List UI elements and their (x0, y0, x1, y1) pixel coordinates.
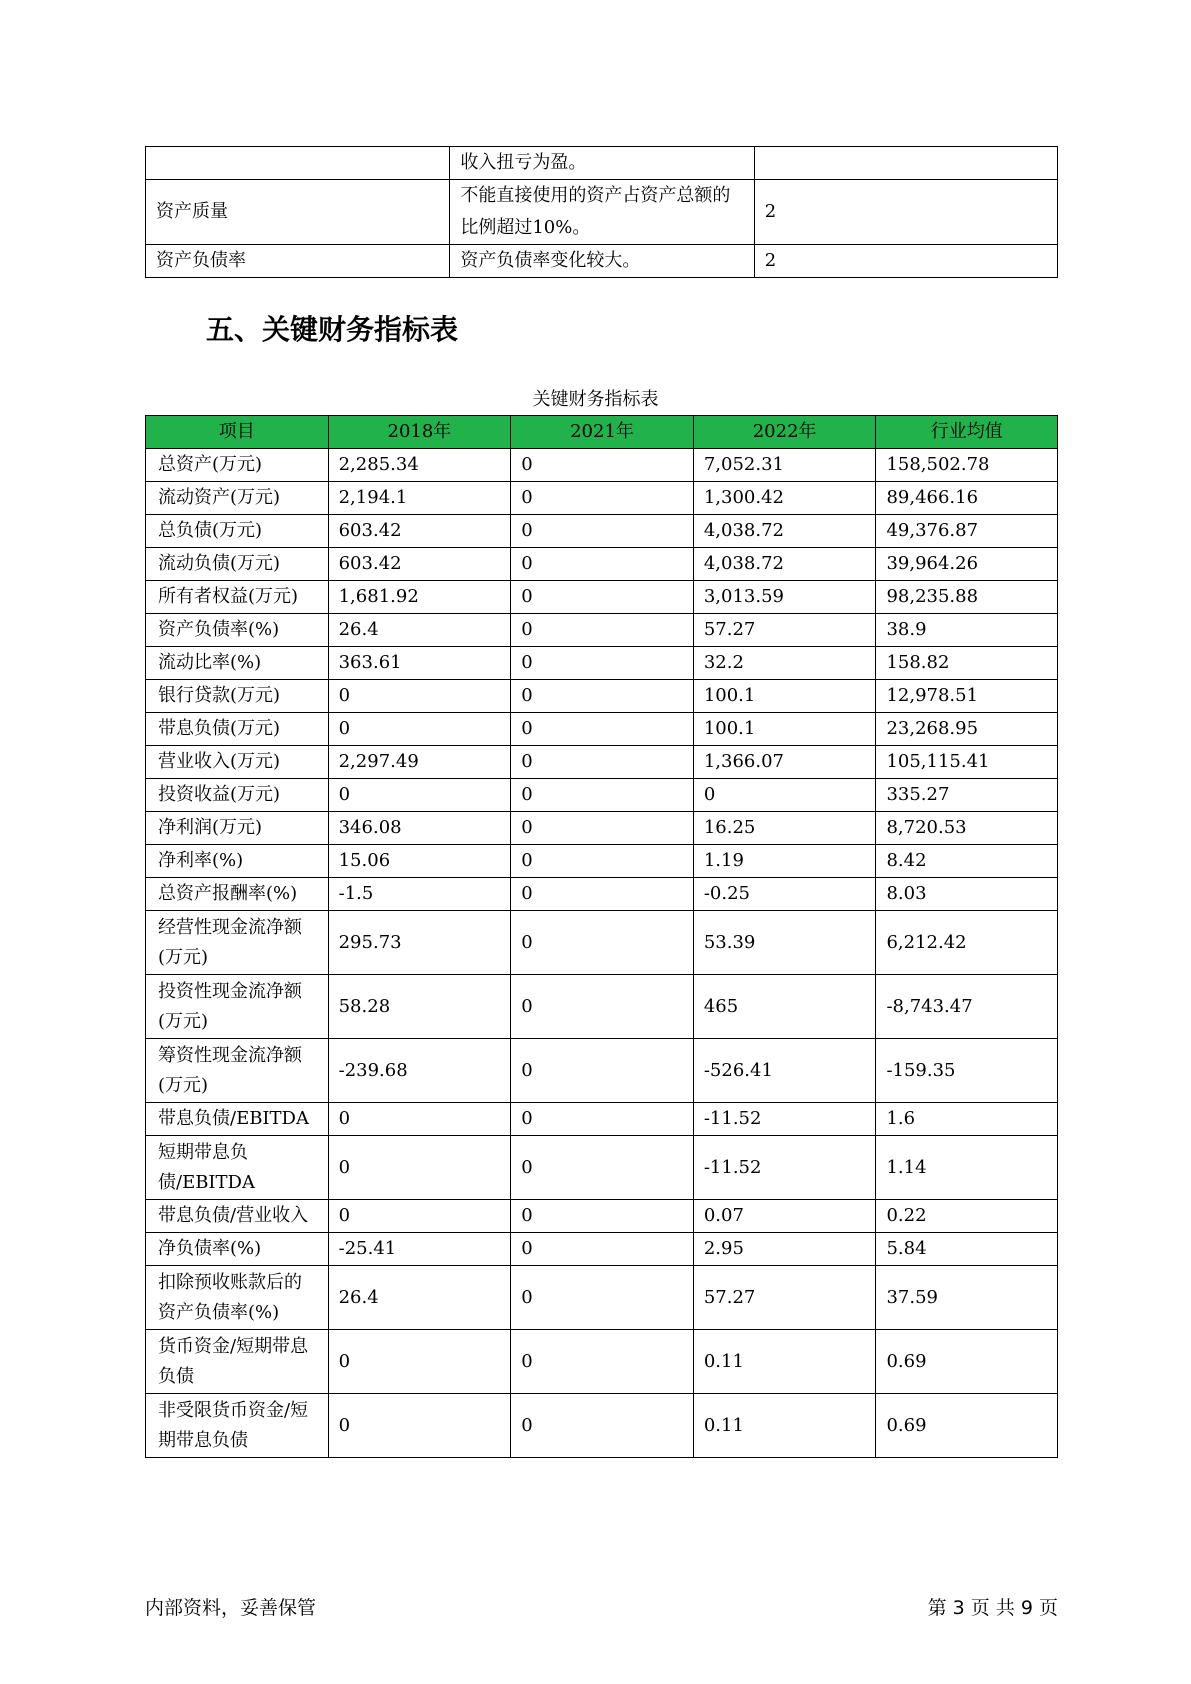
value-cell: -159.35 (876, 1039, 1058, 1103)
table-row (146, 845, 1058, 878)
value-cell: 0 (511, 1266, 694, 1330)
value-cell: 39,964.26 (876, 548, 1058, 581)
row-description: 资产负债率变化较大。 (450, 245, 754, 278)
value-cell: 0 (511, 614, 694, 647)
table-row (146, 1394, 1058, 1458)
value-cell: 603.42 (328, 515, 511, 548)
value-cell: 0.69 (876, 1394, 1058, 1458)
value-cell: 1,366.07 (693, 746, 876, 779)
value-cell: 0 (328, 713, 511, 746)
table-row (146, 911, 1058, 975)
table-row (146, 1330, 1058, 1394)
table-row (146, 245, 1058, 278)
table-header-row (146, 416, 1058, 449)
indicator-name-cell: 净负债率(%) (146, 1233, 329, 1266)
table-row (146, 713, 1058, 746)
value-cell: 0 (511, 515, 694, 548)
section-heading: 五、关键财务指标表 (206, 313, 459, 346)
indicator-name-cell: 银行贷款(万元) (146, 680, 329, 713)
value-cell: 0 (511, 581, 694, 614)
row-score (754, 147, 1057, 180)
indicator-name-cell: 所有者权益(万元) (146, 581, 329, 614)
value-cell: 0 (511, 713, 694, 746)
value-cell: 0 (511, 779, 694, 812)
table-row (146, 1200, 1058, 1233)
value-cell: 158.82 (876, 647, 1058, 680)
value-cell: 2,194.1 (328, 482, 511, 515)
indicator-name-cell: 扣除预收账款后的资产负债率(%) (146, 1266, 329, 1330)
value-cell: 0 (328, 779, 511, 812)
table-row (146, 975, 1058, 1039)
value-cell: 38.9 (876, 614, 1058, 647)
column-header: 2018年 (328, 416, 511, 449)
value-cell: 1.6 (876, 1103, 1058, 1136)
table-row (146, 878, 1058, 911)
value-cell: 26.4 (328, 1266, 511, 1330)
value-cell: 0 (511, 812, 694, 845)
value-cell: 1.14 (876, 1136, 1058, 1200)
value-cell: 3,013.59 (693, 581, 876, 614)
value-cell: 1,300.42 (693, 482, 876, 515)
value-cell: 0.11 (693, 1330, 876, 1394)
indicator-name-cell: 流动资产(万元) (146, 482, 329, 515)
indicator-name-cell: 经营性现金流净额(万元) (146, 911, 329, 975)
footer-confidential-note: 内部资料，妥善保管 (145, 1597, 317, 1619)
value-cell: 53.39 (693, 911, 876, 975)
value-cell: 8.03 (876, 878, 1058, 911)
row-item (146, 147, 450, 180)
value-cell: 89,466.16 (876, 482, 1058, 515)
table-row (146, 1039, 1058, 1103)
value-cell: 0 (511, 1394, 694, 1458)
indicator-name-cell: 投资性现金流净额(万元) (146, 975, 329, 1039)
indicator-name-cell: 带息负债/营业收入 (146, 1200, 329, 1233)
indicator-name-cell: 带息负债/EBITDA (146, 1103, 329, 1136)
value-cell: 23,268.95 (876, 713, 1058, 746)
indicator-name-cell: 流动比率(%) (146, 647, 329, 680)
value-cell: 37.59 (876, 1266, 1058, 1330)
indicator-name-cell: 带息负债(万元) (146, 713, 329, 746)
value-cell: 0 (511, 647, 694, 680)
value-cell: 603.42 (328, 548, 511, 581)
value-cell: 465 (693, 975, 876, 1039)
value-cell: 57.27 (693, 614, 876, 647)
value-cell: 0 (328, 1330, 511, 1394)
value-cell: 0 (511, 449, 694, 482)
value-cell: 0 (511, 746, 694, 779)
value-cell: 0 (511, 878, 694, 911)
value-cell: 32.2 (693, 647, 876, 680)
indicator-name-cell: 货币资金/短期带息负债 (146, 1330, 329, 1394)
table-row (146, 1233, 1058, 1266)
value-cell: 0 (693, 779, 876, 812)
value-cell: 0 (328, 1103, 511, 1136)
value-cell: 0 (511, 680, 694, 713)
footer-page-number: 第 3 页 共 9 页 (927, 1597, 1058, 1619)
value-cell: 98,235.88 (876, 581, 1058, 614)
value-cell: 0.07 (693, 1200, 876, 1233)
value-cell: 0 (511, 845, 694, 878)
value-cell: -0.25 (693, 878, 876, 911)
value-cell: 0 (511, 1233, 694, 1266)
indicator-name-cell: 非受限货币资金/短期带息负债 (146, 1394, 329, 1458)
value-cell: 26.4 (328, 614, 511, 647)
value-cell: 100.1 (693, 680, 876, 713)
value-cell: 0.11 (693, 1394, 876, 1458)
table-row (146, 1266, 1058, 1330)
key-financial-indicators-table (145, 415, 1058, 1458)
table-row (146, 180, 1058, 245)
value-cell: -1.5 (328, 878, 511, 911)
column-header: 项目 (146, 416, 329, 449)
value-cell: 100.1 (693, 713, 876, 746)
value-cell: 0 (511, 482, 694, 515)
value-cell: 0 (511, 1200, 694, 1233)
indicator-name-cell: 流动负债(万元) (146, 548, 329, 581)
value-cell: -239.68 (328, 1039, 511, 1103)
value-cell: 0 (511, 1039, 694, 1103)
row-description: 收入扭亏为盈。 (450, 147, 754, 180)
table-row (146, 746, 1058, 779)
value-cell: 363.61 (328, 647, 511, 680)
value-cell: 105,115.41 (876, 746, 1058, 779)
value-cell: 2,297.49 (328, 746, 511, 779)
column-header: 2022年 (693, 416, 876, 449)
table-row (146, 548, 1058, 581)
value-cell: 8,720.53 (876, 812, 1058, 845)
indicator-name-cell: 投资收益(万元) (146, 779, 329, 812)
indicator-name-cell: 营业收入(万元) (146, 746, 329, 779)
value-cell: 0.22 (876, 1200, 1058, 1233)
value-cell: -25.41 (328, 1233, 511, 1266)
indicator-name-cell: 净利率(%) (146, 845, 329, 878)
value-cell: 57.27 (693, 1266, 876, 1330)
value-cell: 1.19 (693, 845, 876, 878)
value-cell: -11.52 (693, 1136, 876, 1200)
value-cell: 58.28 (328, 975, 511, 1039)
value-cell: 0 (328, 1394, 511, 1458)
column-header: 2021年 (511, 416, 694, 449)
value-cell: 0 (328, 680, 511, 713)
value-cell: 335.27 (876, 779, 1058, 812)
value-cell: 12,978.51 (876, 680, 1058, 713)
value-cell: 6,212.42 (876, 911, 1058, 975)
row-score: 2 (754, 180, 1057, 245)
indicator-name-cell: 净利润(万元) (146, 812, 329, 845)
value-cell: -8,743.47 (876, 975, 1058, 1039)
table-row (146, 647, 1058, 680)
table-row (146, 515, 1058, 548)
value-cell: 16.25 (693, 812, 876, 845)
column-header: 行业均值 (876, 416, 1058, 449)
value-cell: 158,502.78 (876, 449, 1058, 482)
value-cell: 15.06 (328, 845, 511, 878)
evaluation-table (145, 146, 1058, 278)
value-cell: 0 (511, 1136, 694, 1200)
value-cell: 7,052.31 (693, 449, 876, 482)
indicator-name-cell: 筹资性现金流净额(万元) (146, 1039, 329, 1103)
table-row (146, 680, 1058, 713)
value-cell: 0 (328, 1136, 511, 1200)
table-row (146, 614, 1058, 647)
row-item: 资产负债率 (146, 245, 450, 278)
table-caption: 关键财务指标表 (532, 389, 659, 410)
value-cell: 0 (328, 1200, 511, 1233)
value-cell: 1,681.92 (328, 581, 511, 614)
row-score: 2 (754, 245, 1057, 278)
indicator-name-cell: 总资产(万元) (146, 449, 329, 482)
table-row (146, 1136, 1058, 1200)
value-cell: 346.08 (328, 812, 511, 845)
value-cell: 4,038.72 (693, 548, 876, 581)
row-item: 资产质量 (146, 180, 450, 245)
value-cell: 0.69 (876, 1330, 1058, 1394)
table-row (146, 482, 1058, 515)
value-cell: -11.52 (693, 1103, 876, 1136)
value-cell: 8.42 (876, 845, 1058, 878)
value-cell: 5.84 (876, 1233, 1058, 1266)
table-row (146, 812, 1058, 845)
table-row (146, 147, 1058, 180)
value-cell: 2.95 (693, 1233, 876, 1266)
table-row (146, 779, 1058, 812)
indicator-name-cell: 短期带息负债/EBITDA (146, 1136, 329, 1200)
value-cell: 0 (511, 1330, 694, 1394)
table-row (146, 449, 1058, 482)
row-description: 不能直接使用的资产占资产总额的比例超过10%。 (450, 180, 754, 245)
indicator-name-cell: 总负债(万元) (146, 515, 329, 548)
table-row (146, 581, 1058, 614)
value-cell: 0 (511, 548, 694, 581)
indicator-name-cell: 资产负债率(%) (146, 614, 329, 647)
indicator-name-cell: 总资产报酬率(%) (146, 878, 329, 911)
value-cell: 2,285.34 (328, 449, 511, 482)
value-cell: 49,376.87 (876, 515, 1058, 548)
value-cell: 0 (511, 975, 694, 1039)
value-cell: 4,038.72 (693, 515, 876, 548)
value-cell: 0 (511, 911, 694, 975)
table-row (146, 1103, 1058, 1136)
value-cell: 295.73 (328, 911, 511, 975)
value-cell: -526.41 (693, 1039, 876, 1103)
value-cell: 0 (511, 1103, 694, 1136)
